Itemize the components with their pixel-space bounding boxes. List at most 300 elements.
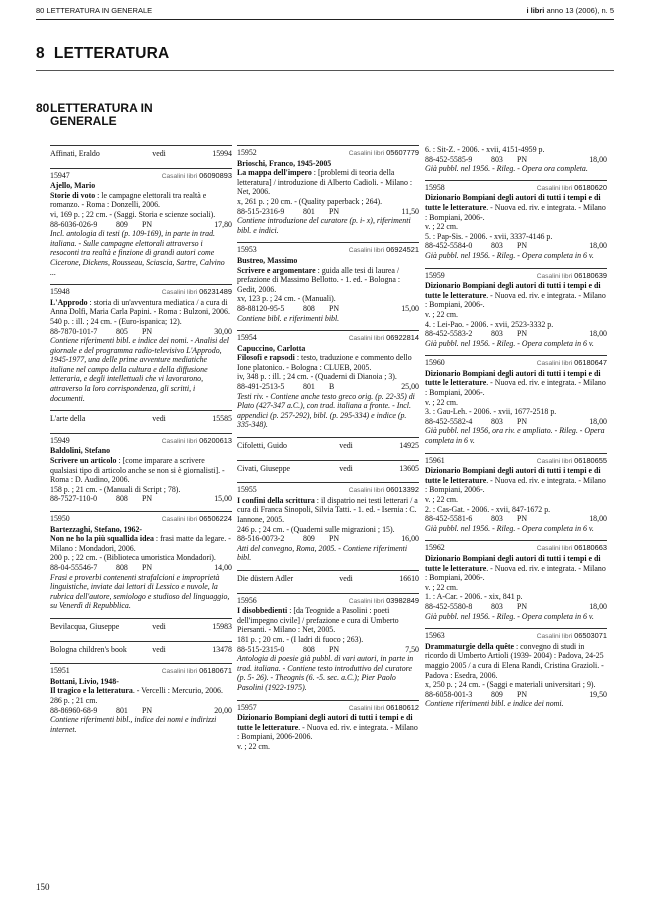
- entry-header: [425, 631, 607, 642]
- isbn: 88-452-5581-6: [425, 514, 473, 524]
- isbn: 88-452-5582-4: [425, 416, 473, 426]
- dewey-class: 809: [116, 219, 128, 229]
- entry-title: Dizionario Bompiani degli autori di tutti i tempi e di tutte le letterature: [425, 281, 601, 300]
- xref-vedi: vedi: [339, 463, 353, 473]
- isbn-line: [425, 329, 607, 339]
- entry-source: [349, 703, 419, 714]
- source-code: 03982849: [386, 595, 419, 605]
- entry-number: 15952: [237, 148, 257, 157]
- entry-notes: Contiene introduzione del curatore (p. i- x), riferimenti bibl. e indici.: [237, 216, 411, 235]
- xref-target-group: [152, 414, 232, 424]
- entry-author: Brioschi, Franco, 1945-2005: [237, 158, 332, 168]
- entry-number: 15956: [237, 595, 257, 605]
- xref-target-group: [152, 149, 232, 159]
- entry-source: [349, 485, 419, 496]
- entry-title: Il tragico e la letteratura: [50, 686, 133, 696]
- entry-publication: . - Nuova ed. riv. e integrata. - Milano : Bompiani, 2006-.: [425, 563, 606, 583]
- price: 19,50: [589, 689, 607, 699]
- entry-physical: v. ; 22 cm.: [425, 309, 459, 319]
- entry-publication: . - Nuova ed. riv. e integrata. - Milano : Bompiani, 2006-.: [425, 475, 606, 495]
- entry-physical: iv, 348 p. : ill. ; 24 cm. - (Quaderni di Dianoia ; 3).: [237, 372, 397, 382]
- isbn: 88-86960-68-9: [50, 705, 98, 715]
- source-name: Casalini libri: [348, 487, 385, 495]
- cross-reference: [50, 145, 232, 163]
- entry-author: Capuccino, Carlotta: [237, 343, 306, 353]
- xref-vedi: vedi: [152, 621, 166, 631]
- xref-target: 16610: [399, 573, 419, 583]
- journal-name: i libri: [526, 6, 545, 15]
- volume-line: 2. : Cas-Gat. - 2006. - xvii, 847-1672 p.: [425, 504, 551, 514]
- entry-publication: . - Nuova ed. riv. e integrata. - Milano : Bompiani, 2006-.: [425, 378, 606, 398]
- entry-number: 15962: [425, 543, 445, 553]
- entry-title-line: [237, 353, 419, 372]
- entry-physical: v. ; 22 cm.: [425, 582, 459, 592]
- isbn: 88-491-2513-5: [237, 382, 285, 392]
- catalog-entry: [425, 453, 607, 534]
- entry-source: [162, 287, 232, 298]
- volume-line: 5. : Pap-Sis. - 2006. - xvii, 3337-4146 p.: [425, 231, 553, 241]
- binding: PN: [142, 705, 153, 715]
- entry-publication: : [da Teognide a Pasolini : poeti dell'impegno civile] / prefazione e cura di Umberto Piersanti. - Milano : Net, 2005.: [237, 606, 399, 635]
- entry-source: [162, 171, 232, 182]
- catalog-entry: [50, 433, 232, 504]
- xref-name: Civati, Giuseppe: [237, 463, 291, 473]
- catalog-entry: [50, 663, 232, 734]
- source-name: Casalini libri: [348, 597, 385, 605]
- entry-author: Bustreo, Massimo: [237, 255, 298, 265]
- dewey-class: 808: [303, 303, 315, 313]
- entry-header: [50, 514, 232, 525]
- entry-notes: Antologia di poesie già pubbl. di vari autori, in parte in trad. italiana. - Contiene testo introduttivo del curatore (p. 5- 26). - Theognis (6. -5. sec. a.C.); Pier Paolo Pasolini (1922-1975).: [237, 654, 414, 692]
- dewey-class: 809: [491, 689, 503, 699]
- entry-title: Dizionario Bompiani degli autori di tutti i tempi e di tutte le letterature: [425, 193, 601, 212]
- source-code: 06180612: [386, 702, 419, 712]
- entry-physical: v. ; 22 cm.: [425, 397, 459, 407]
- price: 16,00: [401, 534, 419, 544]
- xref-name: Affinati, Eraldo: [50, 149, 100, 158]
- dewey-class: 809: [303, 534, 315, 544]
- isbn: 88-6036-026-9: [50, 219, 98, 229]
- source-name: Casalini libri: [161, 437, 198, 445]
- price: 18,00: [589, 416, 607, 426]
- entry-title-line: [237, 496, 419, 525]
- entry-publication: : guida alle tesi di laurea / prefazione di Massimo Bellotto. - 1. ed. - Bologna : Gedit, 2006.: [237, 265, 401, 294]
- price: 11,50: [401, 206, 419, 216]
- entry-publication: : storia di un'avventura mediatica / a cura di Anna Dolfi, Maria Carla Papini. - Roma : Bulzoni, 2006.: [50, 297, 230, 317]
- source-name: Casalini libri: [536, 457, 573, 465]
- binding: PN: [517, 329, 528, 339]
- isbn-line: [237, 645, 419, 655]
- entry-publication: . - Nuova ed. riv. e integrata. - Milano : Bompiani, 2006-.: [425, 290, 606, 310]
- entry-source: [162, 666, 232, 677]
- entry-title-line: [237, 606, 419, 635]
- entry-publication: : testo, traduzione e commento dello Ione platonico. - Bologna : CLUEB, 2005.: [237, 353, 412, 372]
- entry-physical: v. ; 22 cm.: [425, 495, 459, 504]
- catalog-entry: [237, 242, 419, 323]
- price: 25,00: [401, 382, 419, 392]
- entry-source: [349, 596, 419, 607]
- volume-line: 1. : A-Car. - 2006. - xix, 841 p.: [425, 592, 523, 602]
- isbn: 88-516-0073-2: [237, 534, 285, 544]
- entry-title: Non ne ho la più squallida idea: [50, 534, 154, 544]
- running-header: [36, 4, 614, 17]
- entry-publication: : [come imparare a scrivere qualsiasi tipo di articolo anche se non si è giornalisti]. - Roma : D. Audino, 2006.: [50, 456, 225, 485]
- xref-target-group: [339, 574, 419, 584]
- price: 15,00: [214, 494, 232, 504]
- entry-title-line: [50, 191, 232, 210]
- price: 20,00: [214, 705, 232, 715]
- entry-number: 15961: [425, 455, 445, 465]
- running-header-section: 80 LETTERATURA IN GENERALE: [36, 6, 153, 15]
- xref-target: 13478: [212, 644, 232, 654]
- volume-line: 6. : Sit-Z. - 2006. - xvii, 4151-4959 p.: [425, 145, 545, 154]
- entry-title: Drammaturgie della quête: [425, 641, 514, 651]
- entry-title: Scrivere un articolo: [50, 456, 117, 466]
- volume-line: 4. : Lei-Pao. - 2006. - xvii, 2523-3332 p.: [425, 319, 554, 329]
- continued-entry: [425, 145, 607, 174]
- xref-vedi: vedi: [152, 414, 166, 424]
- entry-publication: : il dispatrio nei testi letterari / a cura di Franca Sinopoli, Silvia Tatti. - 1. ed. - Isernia : C. Iannone, 2005.: [237, 495, 418, 524]
- binding: PN: [517, 241, 528, 251]
- source-code: 06922814: [386, 333, 419, 343]
- source-code: 06180620: [574, 182, 607, 192]
- entry-title-line: [237, 266, 419, 295]
- entry-number: 15957: [237, 702, 257, 712]
- source-name: Casalini libri: [536, 633, 573, 641]
- catalog-entry: [237, 482, 419, 563]
- entry-number: 15947: [50, 170, 70, 180]
- entry-source: [537, 456, 607, 467]
- entry-notes: Già pubbl. nel 1956, ora riv. e ampliato. - Rileg. - Opera completa in 6 v.: [425, 426, 605, 446]
- entry-author: Bottani, Livio, 1948-: [50, 676, 119, 686]
- isbn-line: [50, 327, 232, 337]
- binding: B: [329, 382, 335, 392]
- entry-header: [50, 436, 232, 447]
- catalog-entry: [425, 628, 607, 709]
- binding: PN: [517, 416, 528, 426]
- catalog-entry: [237, 593, 419, 693]
- entry-header: [50, 171, 232, 182]
- dewey-class: 803: [491, 601, 503, 611]
- entry-header: [425, 271, 607, 282]
- catalog-entry: [50, 284, 232, 403]
- entry-notes: Già pubbl. nel 1956. - Rileg. - Opera completa in 6 v.: [425, 250, 594, 260]
- price: 7,50: [405, 644, 419, 654]
- entry-header: [237, 485, 419, 496]
- entry-header: [237, 596, 419, 607]
- entry-title-line: [425, 193, 607, 222]
- entry-title-line: [50, 534, 232, 553]
- subsection-number: 80: [36, 101, 50, 115]
- isbn-line: [425, 241, 607, 251]
- price: 18,00: [589, 154, 607, 164]
- xref-target-group: [152, 645, 232, 655]
- xref-target-group: [339, 441, 419, 451]
- section-label: LETTERATURA: [53, 45, 170, 62]
- catalog-entry: [425, 355, 607, 445]
- entry-publication: . - Vercelli : Mercurio, 2006.: [132, 686, 223, 696]
- entry-header: [237, 703, 419, 714]
- entry-notes: Già pubbl. nel 1956. - Rileg. - Opera completa in 6 v.: [425, 338, 594, 348]
- entry-header: [237, 333, 419, 344]
- entry-publication: : [problemi di teoria della letteratura] / introduzione di Alberto Cadioli. - Milano : Net, 2006.: [237, 168, 413, 197]
- entry-source: [537, 183, 607, 194]
- catalog-entry: [425, 268, 607, 349]
- price: 14,00: [214, 562, 232, 572]
- cross-reference: [50, 641, 232, 659]
- binding: PN: [142, 326, 153, 336]
- entry-notes: Contiene riferimenti bibl. e indice dei nomi.: [425, 699, 564, 709]
- source-code: 06180639: [574, 270, 607, 280]
- isbn-line: [425, 417, 607, 427]
- dewey-class: 805: [116, 326, 128, 336]
- source-name: Casalini libri: [348, 704, 385, 712]
- entry-title: Filosofi e rapsodi: [237, 353, 295, 363]
- isbn-line: [50, 563, 232, 573]
- entry-number: 15959: [425, 270, 445, 280]
- isbn: 88-04-55546-7: [50, 562, 98, 572]
- entry-title: I confini della scrittura: [237, 495, 315, 505]
- entry-notes: Incl. antologia di testi (p. 109-169), in parte in trad. italiana. - Sulle campagne elettorali attraverso i resoconti tra realtà e finzione di grandi autori come Cicerone, Dickens, Rousseau, Sciascia, Sartre, Calvino ...: [50, 229, 225, 277]
- dewey-class: 803: [491, 514, 503, 524]
- entry-source: [162, 514, 232, 525]
- price: 18,00: [589, 241, 607, 251]
- isbn: 88-7527-110-0: [50, 494, 98, 504]
- binding: PN: [329, 644, 340, 654]
- subsection-line-2: GENERALE: [50, 114, 117, 128]
- source-name: Casalini libri: [348, 150, 385, 157]
- dewey-class: 801: [116, 705, 128, 715]
- isbn: 88-6058-001-3: [425, 689, 473, 699]
- entry-number: 15960: [425, 358, 445, 368]
- section-title: [36, 45, 178, 63]
- isbn-line: [425, 690, 607, 700]
- entry-publication: . - Nuova ed. riv. e integrata. - Milano : Bompiani, 2006-.: [425, 202, 606, 222]
- isbn: 88-452-5583-2: [425, 329, 473, 339]
- entry-number: 15949: [50, 435, 70, 445]
- entry-number: 15954: [237, 333, 257, 343]
- xref-target: 15994: [212, 149, 232, 158]
- entry-number: 15951: [50, 666, 70, 676]
- binding: PN: [517, 154, 528, 164]
- entry-title: La mappa dell'impero: [237, 168, 312, 178]
- entry-number: 15963: [425, 631, 445, 641]
- entry-number: 15953: [237, 245, 257, 255]
- entry-publication: : convegno di studi in ricordo di Umberto Artioli (1939- 2004) : Padova, 24-25 maggio 2005 / a cura di Elena Randi, Cristina Grazioli. - Padova : Esedra, 2006.: [425, 641, 604, 680]
- entry-header: [425, 456, 607, 467]
- cross-reference: [50, 410, 232, 428]
- binding: PN: [142, 494, 153, 504]
- source-name: Casalini libri: [536, 360, 573, 368]
- xref-vedi: vedi: [152, 149, 166, 158]
- dewey-class: 803: [491, 329, 503, 339]
- entry-author: Ajello, Mario: [50, 181, 96, 191]
- source-name: Casalini libri: [348, 247, 385, 255]
- entry-title: Dizionario Bompiani degli autori di tutti i tempi e di tutte le letterature: [425, 368, 601, 388]
- entry-source: [537, 358, 607, 369]
- entry-title-line: [425, 281, 607, 310]
- binding: PN: [517, 514, 528, 524]
- catalog-entry: [237, 700, 419, 752]
- isbn-line: [50, 494, 232, 504]
- column-2: [237, 145, 419, 758]
- catalog-entry: [237, 145, 419, 235]
- section-number: 8: [36, 45, 45, 62]
- isbn: 88-7870-101-7: [50, 326, 98, 336]
- isbn: 88-515-2315-0: [237, 644, 285, 654]
- source-name: Casalini libri: [161, 668, 198, 676]
- entry-source: [349, 333, 419, 344]
- entry-physical: 286 p. ; 21 cm.: [50, 695, 98, 705]
- isbn: 88-515-2316-9: [237, 206, 285, 216]
- catalog-entry: [50, 511, 232, 611]
- price: 18,00: [589, 601, 607, 611]
- entry-notes: Già pubbl. nel 1956. - Rileg. - Opera completa in 6 v.: [425, 523, 594, 533]
- entry-number: 15948: [50, 287, 70, 297]
- price: 30,00: [214, 326, 232, 336]
- subsection-title: [36, 101, 153, 128]
- page-number: 150: [36, 882, 50, 892]
- entry-title-line: [50, 456, 232, 485]
- cross-reference: [50, 618, 232, 636]
- entry-author: Baldolini, Stefano: [50, 446, 111, 456]
- entry-source: [349, 245, 419, 256]
- dewey-class: 808: [116, 494, 128, 504]
- entry-title-line: [425, 466, 607, 495]
- source-code: 05607779: [386, 148, 419, 157]
- entry-physical: x, 250 p. ; 24 cm. - (Saggi e materiali universitari ; 9).: [425, 680, 596, 690]
- binding: PN: [517, 689, 528, 699]
- source-code: 06180655: [574, 455, 607, 465]
- binding: PN: [329, 534, 340, 544]
- source-code: 06200613: [199, 435, 232, 445]
- dewey-class: 808: [303, 644, 315, 654]
- entry-title: Storie di voto: [50, 190, 96, 200]
- xref-target: 14925: [399, 441, 419, 451]
- dewey-class: 808: [116, 562, 128, 572]
- entry-title: L'Approdo: [50, 297, 88, 307]
- entry-physical: v. ; 22 cm.: [425, 222, 459, 232]
- entry-source: [537, 543, 607, 554]
- entry-physical: v. ; 22 cm.: [237, 741, 271, 751]
- entry-title-line: [237, 168, 419, 197]
- entry-header: [50, 287, 232, 298]
- entry-physical: x, 261 p. ; 20 cm. - (Quality paperback ; 264).: [237, 196, 383, 206]
- binding: PN: [142, 219, 153, 229]
- source-name: Casalini libri: [161, 172, 198, 180]
- isbn-line: [237, 304, 419, 314]
- entry-notes: Testi riv. - Contiene anche testo greco orig. (p. 22-35) di Plato (427-347 a.C.), con trad. italiana a fronte. - Incl. appendici (p. 257-292), bibl. (p. 295-334) e indice (p. 335-348).: [237, 391, 415, 430]
- xref-name: Bevilacqua, Giuseppe: [50, 621, 120, 631]
- entry-header: [50, 666, 232, 677]
- entry-title: Scrivere e argomentare: [237, 265, 316, 275]
- dewey-class: 801: [303, 206, 315, 216]
- entry-notes: Contiene riferimenti bibl., indice dei nomi e indirizzi internet.: [50, 715, 217, 734]
- source-code: 06924521: [386, 245, 419, 255]
- isbn: 88-452-5580-8: [425, 601, 473, 611]
- catalog-entry: [425, 540, 607, 621]
- entry-publication: : le campagne elettorali tra realtà e romanzo. - Roma : Donzelli, 2006.: [50, 190, 207, 210]
- source-code: 06180663: [574, 543, 607, 553]
- xref-name: L'arte della: [50, 414, 86, 424]
- price: 15,00: [401, 303, 419, 313]
- entry-source: [537, 631, 607, 642]
- entry-title-line: [50, 298, 232, 317]
- section-rule: [36, 70, 614, 71]
- issue-info: anno 13 (2006), n. 5: [544, 6, 614, 15]
- cross-reference: [237, 437, 419, 455]
- source-name: Casalini libri: [161, 516, 198, 523]
- entry-notes: Contiene riferimenti bibl. e indice dei nomi. - Analisi del giornale e del programma radio-televisivo L'Approdo, 1945-1977, una delle prime avventure mediatiche italiane nel campo della cultura e della diffusione letteraria, e degli intellettuali che vi lavorarono, attraverso la loro corrispondenza, gli scritti, i documenti.: [50, 336, 229, 403]
- binding: PN: [142, 562, 153, 572]
- entry-title-line: [237, 713, 419, 742]
- entry-title-line: [425, 369, 607, 398]
- entry-physical: 540 p. : ill. ; 24 cm. - (Euro-ispanica; 12).: [50, 316, 182, 326]
- dewey-class: 803: [491, 154, 503, 164]
- catalog-entry: [237, 330, 419, 430]
- entry-title: Dizionario Bompiani degli autori di tutti i tempi e di tutte le letterature: [425, 553, 601, 573]
- entry-physical: 246 p. ; 24 cm. - (Quaderni sulle migrazioni ; 15).: [237, 524, 395, 534]
- isbn: 88-88120-95-5: [237, 303, 285, 313]
- entry-source: [162, 436, 232, 447]
- source-code: 06013392: [386, 485, 419, 495]
- entry-title-line: [425, 642, 607, 680]
- xref-name: Cifoletti, Guido: [237, 441, 287, 451]
- entry-physical: 158 p. ; 21 cm. - (Manuali di Script ; 78).: [50, 484, 181, 494]
- isbn: 88-452-5584-0: [425, 241, 473, 251]
- entry-physical: 181 p. ; 20 cm. - (I ladri di fuoco ; 263).: [237, 634, 364, 644]
- entry-title: Dizionario Bompiani degli autori di tutti i tempi e di tutte le letterature: [237, 713, 413, 732]
- source-code: 06180647: [574, 358, 607, 368]
- column-3: [425, 145, 607, 716]
- price: 18,00: [589, 329, 607, 339]
- entry-publication: : frasi matte da legare. - Milano : Mondadori, 2006.: [50, 534, 231, 553]
- xref-name: Die düstern Adler: [237, 573, 294, 583]
- entry-header: [237, 245, 419, 256]
- entry-physical: xv, 123 p. ; 24 cm. - (Manuali).: [237, 294, 336, 304]
- dewey-class: 803: [491, 241, 503, 251]
- source-code: 06503071: [574, 631, 607, 641]
- catalog-entry: [50, 168, 232, 278]
- entry-title: I disobbedienti: [237, 606, 288, 616]
- volume-line: 3. : Gau-Leh. - 2006. - xvii, 1677-2518 p.: [425, 407, 557, 417]
- source-name: Casalini libri: [536, 272, 573, 280]
- cross-reference: [237, 460, 419, 478]
- xref-vedi: vedi: [339, 573, 353, 583]
- source-code: 06090893: [199, 170, 232, 180]
- entry-source: [537, 271, 607, 282]
- source-code: 06506224: [199, 514, 232, 523]
- source-name: Casalini libri: [536, 545, 573, 553]
- entry-header: [425, 358, 607, 369]
- isbn-line: [425, 155, 607, 165]
- source-code: 06180671: [199, 666, 232, 676]
- xref-vedi: vedi: [339, 441, 353, 451]
- price: 17,80: [214, 219, 232, 229]
- column-1: [50, 145, 232, 741]
- isbn-line: [237, 382, 419, 392]
- entry-source: [349, 148, 419, 159]
- binding: PN: [329, 206, 340, 216]
- entry-physical: vi, 169 p. ; 22 cm. - (Saggi. Storia e scienze sociali).: [50, 209, 216, 219]
- xref-vedi: vedi: [152, 644, 166, 654]
- isbn-line: [50, 220, 232, 230]
- entry-notes: Atti del convegno, Roma, 2005. - Contiene riferimenti bibl.: [237, 543, 408, 563]
- xref-name: Bologna children's book: [50, 644, 127, 654]
- entry-notes: Già pubbl. nel 1956. - Rileg. - Opera completa in 6 v.: [425, 611, 594, 621]
- xref-target: 15585: [212, 414, 232, 424]
- isbn-line: [425, 514, 607, 524]
